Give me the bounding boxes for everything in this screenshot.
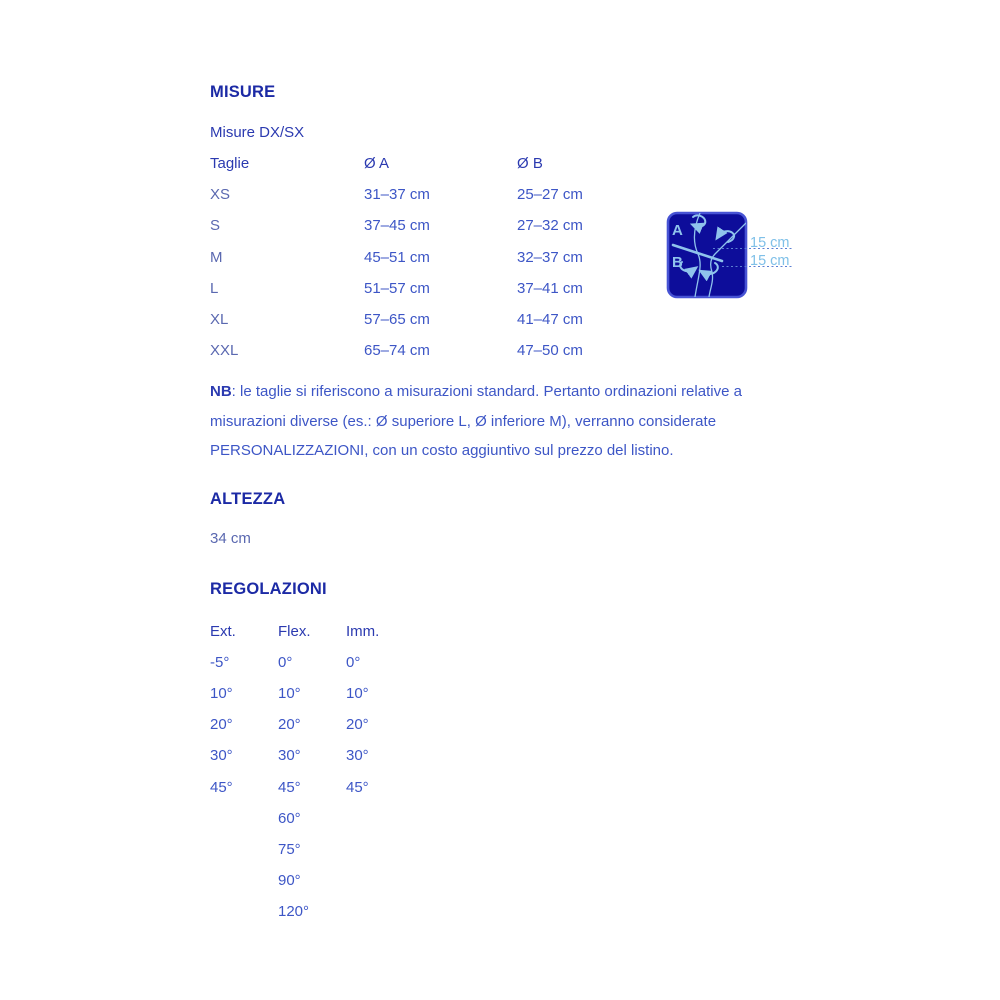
imm-value: 30° [346,747,369,765]
flex-value: 60° [278,809,301,827]
diameter-b-value: 25–27 cm [517,186,583,204]
misure-heading: MISURE [210,83,276,101]
imm-value [346,896,426,927]
dimension-label-1: 15 cm [750,235,790,251]
size-label: XL [210,311,229,329]
note-text: : le taglie si riferiscono a misurazioni standard. Pertanto ordinazioni relative a [231,383,742,400]
flex-value: 120° [278,902,310,920]
altezza-value: 34 cm [210,530,251,547]
dimension-label-2: 15 cm [750,253,790,269]
size-note [210,377,810,466]
diameter-b-value: 37–41 cm [517,279,583,297]
diameter-a-value: 45–51 cm [364,248,430,266]
ext-value: 45° [210,778,233,796]
ext-value: 20° [210,716,233,734]
ext-value: -5° [210,654,230,672]
diameter-b-value: 41–47 cm [517,311,583,329]
column-header-diameter-b: Ø B [517,155,543,173]
size-label: M [210,248,223,266]
ext-value: 10° [210,685,233,703]
column-header-imm: Imm. [346,623,380,641]
ext-value [210,865,278,896]
size-label: L [210,279,219,297]
flex-value: 0° [278,654,293,672]
flex-value: 20° [278,716,301,734]
imm-value [346,834,426,865]
sizes-table [210,148,687,366]
flex-value: 90° [278,871,301,889]
ext-value [210,803,278,834]
imm-value: 20° [346,716,369,734]
altezza-heading: ALTEZZA [210,490,286,508]
misure-subtitle: Misure DX/SX [210,124,305,141]
diameter-a-value: 37–45 cm [364,217,430,235]
flex-value: 30° [278,747,301,765]
diameter-b-value: 32–37 cm [517,248,583,266]
diameter-b-value: 47–50 cm [517,342,583,360]
regolazioni-table [210,616,426,927]
regolazioni-heading: REGOLAZIONI [210,580,327,598]
diagram-label-a: A [672,222,683,239]
flex-value: 10° [278,685,301,703]
note-line [210,377,810,407]
flex-value: 75° [278,840,301,858]
ext-value [210,896,278,927]
imm-value: 10° [346,685,369,703]
column-header-flex: Flex. [278,623,311,641]
knee-brace-diagram [666,211,794,301]
diameter-a-value: 65–74 cm [364,342,430,360]
ext-value [210,834,278,865]
column-header-ext: Ext. [210,623,236,641]
column-header-taglie: Taglie [210,155,250,173]
imm-value [346,865,426,896]
note-emphasis: NB [210,383,232,400]
diameter-a-value: 51–57 cm [364,279,430,297]
diameter-a-value: 31–37 cm [364,186,430,204]
imm-value [346,803,426,834]
imm-value: 45° [346,778,369,796]
note-line: PERSONALIZZAZIONI, con un costo aggiuntivo sul prezzo del listino. [210,442,674,459]
column-header-diameter-a: Ø A [364,155,390,173]
size-label: XS [210,186,231,204]
diameter-b-value: 27–32 cm [517,217,583,235]
ext-value: 30° [210,747,233,765]
diameter-a-value: 57–65 cm [364,311,430,329]
size-label: XXL [210,342,239,360]
imm-value: 0° [346,654,361,672]
size-label: S [210,217,221,235]
flex-value: 45° [278,778,301,796]
note-line: misurazioni diverse (es.: Ø superiore L, Ø inferiore M), verranno considerate [210,412,717,430]
diagram-label-b: B [672,254,683,271]
